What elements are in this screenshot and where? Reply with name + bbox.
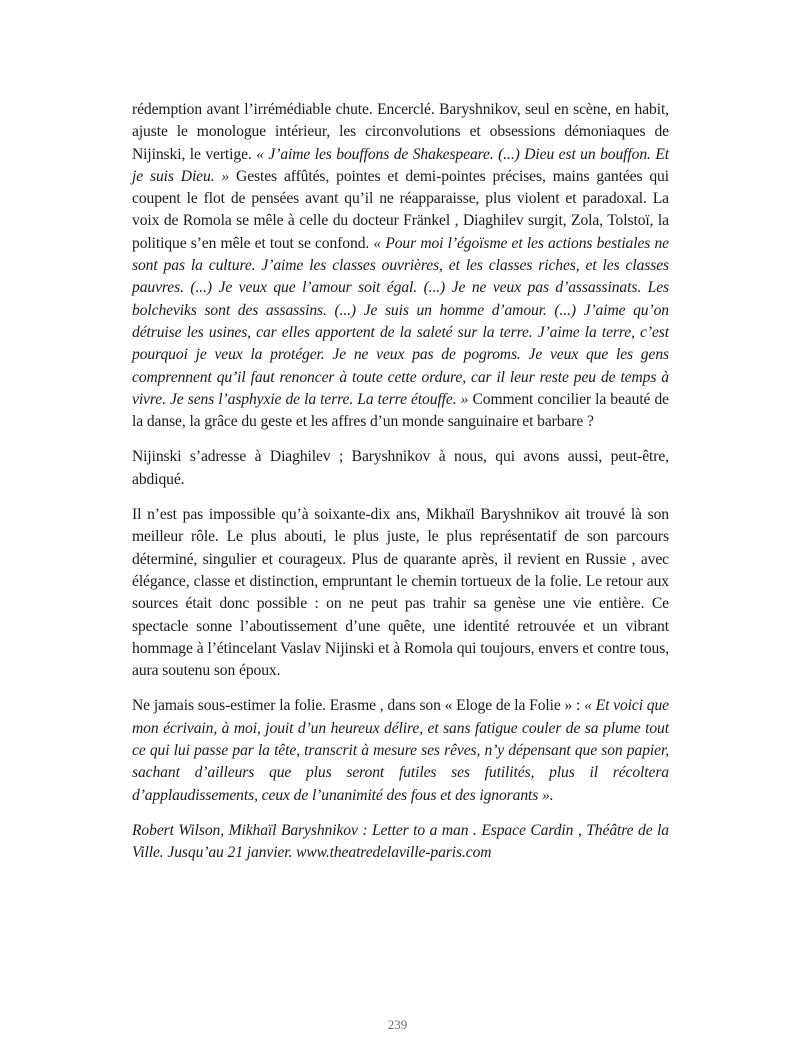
credits-text: Robert Wilson, Mikhaïl Baryshnikov : Letter to a man . Espace Cardin , Théâtre de la Ville. Jusqu’au 21 janvier. www.theatredelaville-paris.com bbox=[132, 821, 669, 862]
paragraph-show-credits bbox=[132, 820, 669, 865]
text-segment: rédemption avant l’irrémédiable chute. Encerclé. Baryshnikov, seul en scène, en habit, ajuste le monologue intérieur, les circonvolutions et obsessions démoniaques de Nijinski, le vertige. bbox=[132, 101, 669, 163]
paragraph-meilleur-role bbox=[132, 504, 669, 682]
text-segment: Ne jamais sous-estimer la folie. Erasme , dans son « Eloge de la Folie » : bbox=[132, 697, 585, 715]
quote-shakespeare-bouffons: « J’aime les bouffons de Shakespeare. (...) Dieu est un bouffon. Et je suis Dieu. » bbox=[132, 145, 669, 185]
text-segment: Il n’est pas impossible qu’à soixante-dix ans, Mikhaïl Baryshnikov ait trouvé là son meilleur rôle. Le plus abouti, le plus juste, le plus représentatif de son parcours déterminé, singulier et courageux. Plus de quarante après, il revient en Russie , avec élégance, classe et distinction, empruntant le chemin tortueux de la folie. Le retour aux sources était donc possible : on ne peut pas trahir sa genèse une vie entière. Ce spectacle sonne l’aboutissement d’une quête, une identité retrouvée et un vibrant hommage à l’étincelant Vaslav Nijinski et à Romola qui toujours, envers et contre tous, aura soutenu son époux. bbox=[132, 506, 669, 680]
paragraph-baryshnikov-monologue bbox=[132, 99, 669, 433]
paragraph-eloge-folie bbox=[132, 695, 669, 806]
page-number: 239 bbox=[387, 1017, 408, 1032]
document-page-body bbox=[132, 99, 669, 878]
paragraph-nijinski-diaghilev bbox=[132, 446, 669, 491]
quote-erasme: « Et voici que mon écrivain, à moi, jouit d’un heureux délire, et sans fatigue couler de sa plume tout ce qui lui passe par la tête, transcrit à mesure ses rêves, n’y dépensant que son papier, sachant d’ailleurs que plus seront futiles ses futilités, plus il récoltera d’applaudissements, ceux de l’unanimité des fous et des ignorants ». bbox=[132, 697, 669, 804]
text-segment: Comment concilier la beauté de la danse, la grâce du geste et les affres d’un monde sanguinaire et barbare ? bbox=[132, 390, 669, 431]
quote-egoisme-culture: « Pour moi l’égoïsme et les actions bestiales ne sont pas la culture. J’aime les classes ouvrières, et les classes riches, et les classes pauvres. (...) Je veux que l’amour soit égal. (...) Je ne veux pas d’assassinats. Les bolcheviks sont des assassins. (...) Je suis un homme d’amour. (...) J’aime qu’on détruise les usines, car elles apportent de la saleté sur la terre. J’aime la terre, c’est pourquoi je veux la protéger. Je ne veux pas de pogroms. Je veux que les gens comprennent qu’il faut renoncer à toute cette ordure, car il leur reste peu de temps à vivre. Je sens l’asphyxie de la terre. La terre étouffe. » bbox=[132, 234, 670, 408]
text-segment: Gestes affûtés, pointes et demi-pointes précises, mains gantées qui coupent le flot de pensées avant qu’il ne réapparaisse, plus violent et paradoxal. La voix de Romola se mêle à celle du docteur Fränkel , Diaghilev surgit, Zola, Tolstoï, la politique s’en mêle et tout se confond. bbox=[132, 167, 669, 252]
text-segment: Nijinski s’adresse à Diaghilev ; Baryshnikov à nous, qui avons aussi, peut-être, abdiqué. bbox=[132, 448, 669, 488]
